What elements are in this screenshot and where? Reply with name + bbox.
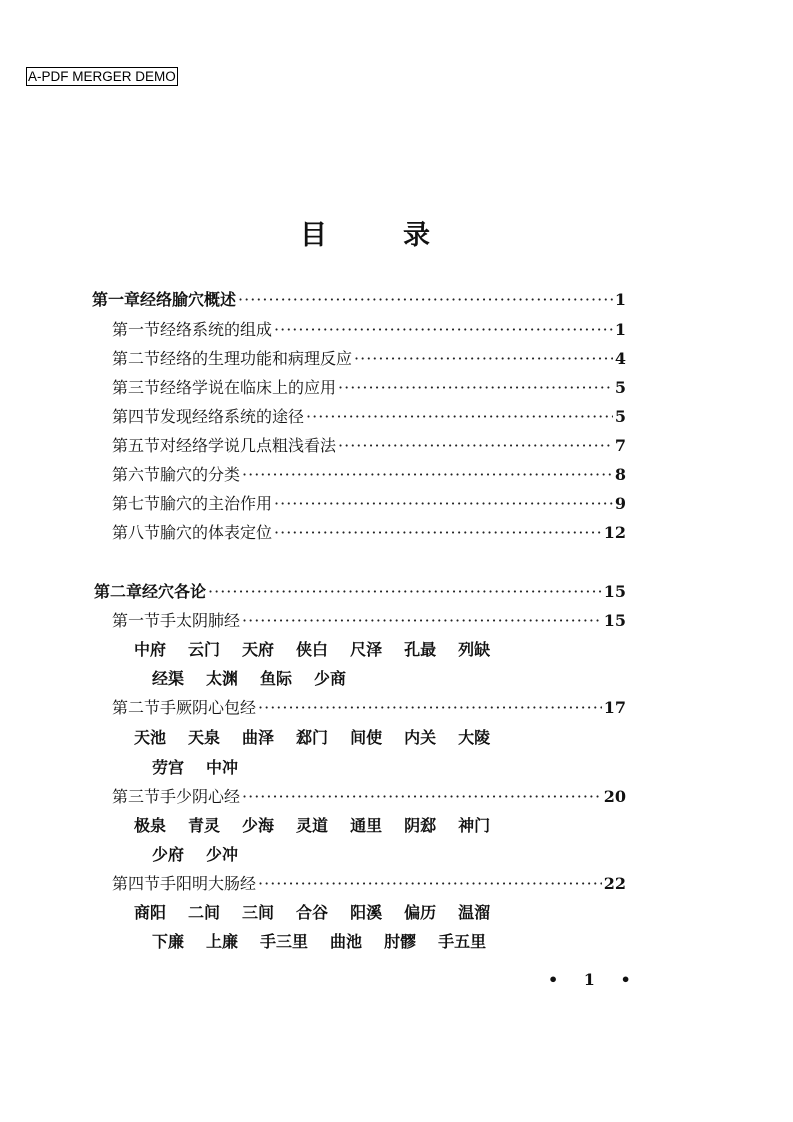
acupoint: 手三里 xyxy=(260,932,309,951)
acupoint: 极泉 xyxy=(134,816,167,835)
acupoint: 太渊 xyxy=(206,669,239,688)
page-ref: 9 xyxy=(614,494,626,513)
acupoint: 神门 xyxy=(458,816,491,835)
toc-section[interactable] xyxy=(112,872,626,896)
acupoint-list xyxy=(134,901,512,925)
acupoint: 郄门 xyxy=(296,728,329,747)
acupoint: 少冲 xyxy=(206,845,239,864)
acupoint: 少商 xyxy=(314,669,347,688)
title-char-2: 录 xyxy=(403,220,430,251)
acupoint: 云门 xyxy=(188,640,221,659)
toc-chapter-2[interactable] xyxy=(94,580,626,604)
acupoint-list xyxy=(152,843,260,867)
section-number: 第五节 xyxy=(112,436,161,455)
title-char-1: 目 xyxy=(300,220,327,251)
page-title xyxy=(300,218,430,254)
section-title: 经络系统的组成 xyxy=(160,320,273,339)
section-title: 对经络学说几点粗浅看法 xyxy=(160,436,337,455)
acupoint: 天府 xyxy=(242,640,275,659)
acupoint: 少海 xyxy=(242,816,275,835)
acupoint: 灵道 xyxy=(296,816,329,835)
page-ref: 15 xyxy=(603,611,626,630)
dot-leader xyxy=(306,405,613,429)
acupoint: 曲池 xyxy=(330,932,363,951)
page-ref: 17 xyxy=(603,698,626,717)
acupoint: 间使 xyxy=(350,728,383,747)
dot-leader xyxy=(338,376,613,400)
page-ref: 20 xyxy=(603,787,626,806)
toc-section[interactable] xyxy=(112,376,626,400)
page-ref: 22 xyxy=(603,874,626,893)
section-number: 第一节 xyxy=(112,320,161,339)
dot-leader xyxy=(338,434,613,458)
section-title: 手少阴心经 xyxy=(160,787,241,806)
toc-section[interactable] xyxy=(112,463,626,487)
page-ref: 15 xyxy=(603,582,626,601)
acupoint-list xyxy=(152,667,368,691)
toc-chapter-1[interactable] xyxy=(92,288,626,312)
page-ref: 5 xyxy=(614,407,626,426)
acupoint: 天池 xyxy=(134,728,167,747)
dot-leader xyxy=(242,609,602,633)
section-number: 第八节 xyxy=(112,523,161,542)
section-number: 第三节 xyxy=(112,787,161,806)
toc-section[interactable] xyxy=(112,318,626,342)
dot-leader xyxy=(274,521,602,545)
section-title: 腧穴的体表定位 xyxy=(160,523,273,542)
section-title: 腧穴的主治作用 xyxy=(160,494,273,513)
toc-section[interactable] xyxy=(112,492,626,516)
dot-leader xyxy=(274,318,613,342)
section-number: 第四节 xyxy=(112,874,161,893)
dot-leader xyxy=(238,288,613,312)
chapter-title: 经穴各论 xyxy=(142,582,207,601)
acupoint: 孔最 xyxy=(404,640,437,659)
page-ref: 12 xyxy=(603,523,626,542)
section-title: 腧穴的分类 xyxy=(160,465,241,484)
page-ref: 7 xyxy=(614,436,626,455)
section-number: 第四节 xyxy=(112,407,161,426)
acupoint: 阳溪 xyxy=(350,903,383,922)
dot-leader xyxy=(354,347,613,371)
acupoint: 偏历 xyxy=(404,903,437,922)
toc-section[interactable] xyxy=(112,785,626,809)
acupoint: 阴郄 xyxy=(404,816,437,835)
acupoint: 中冲 xyxy=(206,758,239,777)
toc-section[interactable] xyxy=(112,347,626,371)
acupoint: 内关 xyxy=(404,728,437,747)
acupoint-list xyxy=(134,814,512,838)
acupoint: 列缺 xyxy=(458,640,491,659)
acupoint: 三间 xyxy=(242,903,275,922)
acupoint-list xyxy=(152,930,508,954)
acupoint: 劳宫 xyxy=(152,758,185,777)
acupoint: 天泉 xyxy=(188,728,221,747)
acupoint-list xyxy=(152,756,260,780)
page-ref: 5 xyxy=(614,378,626,397)
acupoint: 下廉 xyxy=(152,932,185,951)
dot-leader xyxy=(274,492,613,516)
section-title: 手太阴肺经 xyxy=(160,611,241,630)
section-number: 第六节 xyxy=(112,465,161,484)
toc-section[interactable] xyxy=(112,609,626,633)
chapter-number: 第二章 xyxy=(94,582,143,601)
section-title: 经络学说在临床上的应用 xyxy=(160,378,337,397)
dot-leader xyxy=(258,872,602,896)
acupoint: 商阳 xyxy=(134,903,167,922)
page-ref: 8 xyxy=(614,465,626,484)
acupoint-list xyxy=(134,726,512,750)
toc-section[interactable] xyxy=(112,696,626,720)
acupoint: 尺泽 xyxy=(350,640,383,659)
section-title: 发现经络系统的途径 xyxy=(160,407,305,426)
acupoint: 青灵 xyxy=(188,816,221,835)
acupoint: 大陵 xyxy=(458,728,491,747)
dot-leader xyxy=(208,580,602,604)
section-number: 第三节 xyxy=(112,378,161,397)
section-number: 第二节 xyxy=(112,349,161,368)
acupoint: 少府 xyxy=(152,845,185,864)
acupoint: 经渠 xyxy=(152,669,185,688)
section-number: 第一节 xyxy=(112,611,161,630)
acupoint: 上廉 xyxy=(206,932,239,951)
page-ref: 1 xyxy=(614,320,626,339)
dot-leader xyxy=(242,463,613,487)
dot-leader xyxy=(258,696,602,720)
acupoint: 中府 xyxy=(134,640,167,659)
acupoint: 二间 xyxy=(188,903,221,922)
acupoint: 通里 xyxy=(350,816,383,835)
watermark-demo-label: A-PDF MERGER DEMO xyxy=(28,69,176,84)
acupoint: 合谷 xyxy=(296,903,329,922)
section-number: 第二节 xyxy=(112,698,161,717)
acupoint: 温溜 xyxy=(458,903,491,922)
section-title: 经络的生理功能和病理反应 xyxy=(160,349,353,368)
acupoint: 曲泽 xyxy=(242,728,275,747)
page-ref: 1 xyxy=(614,290,626,309)
section-number: 第七节 xyxy=(112,494,161,513)
toc-section[interactable] xyxy=(112,405,626,429)
acupoint: 肘髎 xyxy=(384,932,417,951)
page-number: • 1 • xyxy=(548,970,641,989)
page-ref: 4 xyxy=(614,349,626,368)
acupoint-list xyxy=(134,638,512,662)
chapter-title: 经络腧穴概述 xyxy=(140,290,237,309)
section-title: 手厥阴心包经 xyxy=(160,698,257,717)
section-title: 手阳明大肠经 xyxy=(160,874,257,893)
toc-section[interactable] xyxy=(112,434,626,458)
toc-section[interactable] xyxy=(112,521,626,545)
dot-leader xyxy=(242,785,602,809)
acupoint: 侠白 xyxy=(296,640,329,659)
chapter-number: 第一章 xyxy=(92,290,141,309)
acupoint: 鱼际 xyxy=(260,669,293,688)
acupoint: 手五里 xyxy=(438,932,487,951)
